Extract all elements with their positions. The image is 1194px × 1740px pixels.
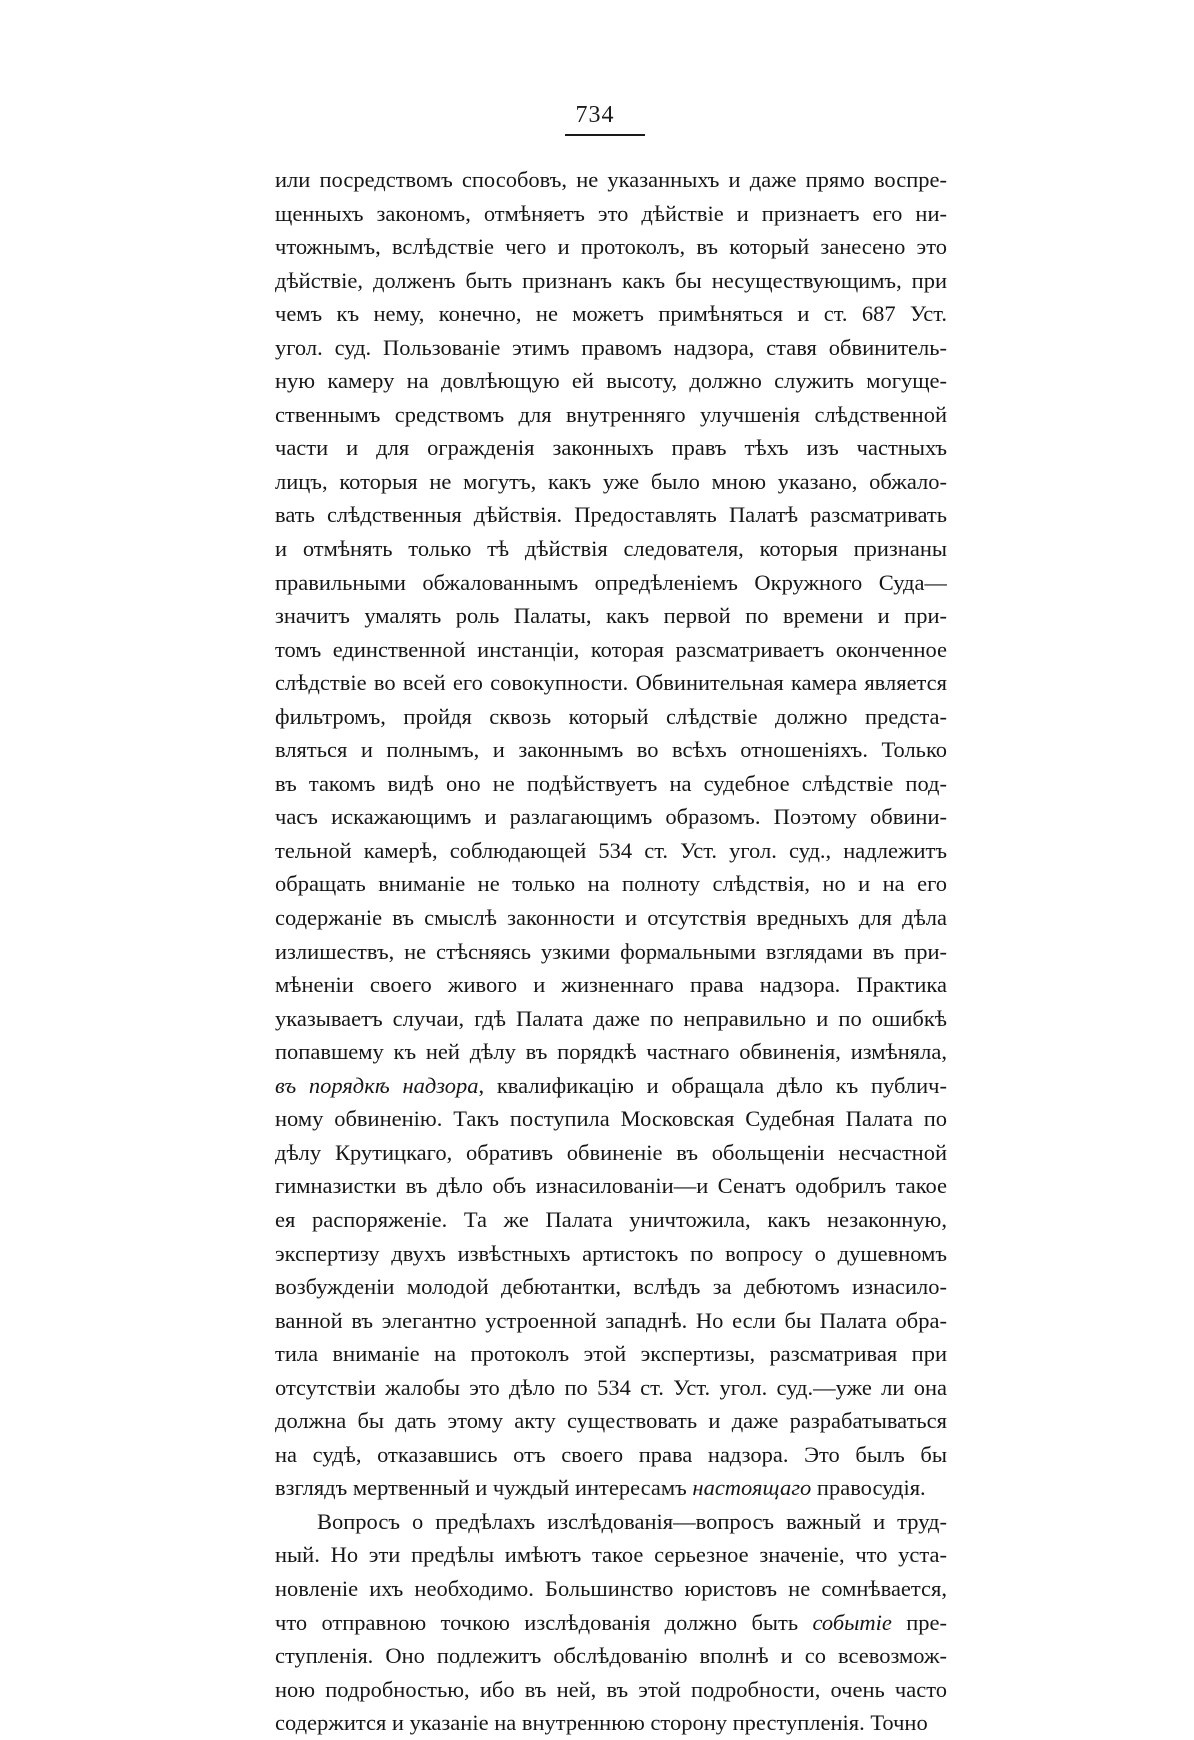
text-line: вляться и полнымъ, и законнымъ во всѣхъ отношеніяхъ. Только xyxy=(275,737,947,763)
text-line: чемъ къ нему, конечно, не можетъ примѣняться и ст. 687 Уст. xyxy=(275,301,947,327)
text-line: ея распоряженіе. Та же Палата уничтожила, какъ незаконную, xyxy=(275,1206,947,1232)
text-line: попавшему къ ней дѣлу въ порядкѣ частнаго обвиненія, измѣняла, xyxy=(275,1039,947,1065)
text-line: гимназистки въ дѣло объ изнасилованіи—и Сенатъ одобрилъ такое xyxy=(275,1173,947,1199)
text-line: вать слѣдственныя дѣйствія. Предоставлять Палатѣ разсматривать xyxy=(275,502,947,528)
text-line: угол. суд. Пользованіе этимъ правомъ надзора, ставя обвинитель- xyxy=(275,334,947,360)
text-line xyxy=(275,1606,947,1640)
text-line: часъ искажающимъ и разлагающимъ образомъ. Поэтому обвини- xyxy=(275,804,947,830)
italic-emphasis: событіе xyxy=(812,1609,892,1635)
text-line: тила вниманіе на протоколъ этой экспертизы, разсматривая при xyxy=(275,1341,947,1367)
text-line: ною подробностью, ибо въ ней, въ этой подробности, очень часто xyxy=(275,1676,947,1702)
text-line: на судѣ, отказавшись отъ своего права надзора. Это былъ бы xyxy=(275,1441,947,1467)
text-line: томъ единственной инстанціи, которая разсматриваетъ оконченное xyxy=(275,636,947,662)
text-line: ванной въ элегантно устроенной западнѣ. Но если бы Палата обра- xyxy=(275,1307,947,1333)
text-line xyxy=(275,1471,947,1505)
text-segment: пре- xyxy=(891,1609,947,1635)
text-line: ному обвиненію. Такъ поступила Московская Судебная Палата по xyxy=(275,1106,947,1132)
text-line: экспертизу двухъ извѣстныхъ артистокъ по вопросу о душевномъ xyxy=(275,1240,947,1266)
text-segment: взглядъ мертвенный и чуждый интересамъ xyxy=(275,1475,693,1501)
text-line: содержаніе въ смыслѣ законности и отсутствія вредныхъ для дѣла xyxy=(275,905,947,931)
text-segment: что отправною точкою изслѣдованія должно быть xyxy=(275,1609,813,1635)
text-line: возбужденіи молодой дебютантки, вслѣдъ за дебютомъ изнасило- xyxy=(275,1274,947,1300)
italic-emphasis: настоящаго xyxy=(692,1475,812,1501)
text-line: новленіе ихъ необходимо. Большинство юристовъ не сомнѣвается, xyxy=(275,1575,947,1601)
text-line: слѣдствіе во всей его совокупности. Обвинительная камера является xyxy=(275,670,947,696)
text-line: ный. Но эти предѣлы имѣютъ такое серьезное значеніе, что уста- xyxy=(275,1542,947,1568)
text-line: и отмѣнять только тѣ дѣйствія следователя, которыя признаны xyxy=(275,536,947,562)
text-line: ственнымъ средствомъ для внутренняго улучшенія слѣдственной xyxy=(275,401,947,427)
text-line: указываетъ случаи, гдѣ Палата даже по неправильно и по ошибкѣ xyxy=(275,1005,947,1031)
text-line: Вопросъ о предѣлахъ изслѣдованія—вопросъ важный и труд- xyxy=(317,1508,947,1534)
text-line: ную камеру на довлѣющую ей высоту, должно служить могуще- xyxy=(275,368,947,394)
text-line: излишествъ, не стѣсняясь узкими формальными взглядами въ при- xyxy=(275,938,947,964)
text-line: ступленія. Оно подлежитъ обслѣдованію вполнѣ и со всевозмож- xyxy=(275,1643,947,1669)
text-line: обращать вниманіе не только на полноту слѣдствія, но и на его xyxy=(275,871,947,897)
text-line: дѣйствіе, долженъ быть признанъ какъ бы несуществующимъ, при xyxy=(275,267,947,293)
page-number: 734 xyxy=(575,102,615,128)
text-line: щенныхъ закономъ, отмѣняетъ это дѣйствіе и признаетъ его ни- xyxy=(275,200,947,226)
italic-emphasis: въ порядкѣ надзора xyxy=(275,1072,479,1098)
text-segment: правосудія. xyxy=(811,1475,926,1501)
text-segment: , квалификацію и обращала дѣло къ публич- xyxy=(478,1072,947,1098)
text-line: фильтромъ, пройдя сквозь который слѣдствіе должно предста- xyxy=(275,703,947,729)
text-line xyxy=(275,1069,947,1103)
body-text xyxy=(275,163,947,1740)
text-line: отсутствіи жалобы это дѣло по 534 ст. Уст. угол. суд.—уже ли она xyxy=(275,1374,947,1400)
text-line: или посредствомъ способовъ, не указанныхъ и даже прямо воспре- xyxy=(275,167,947,192)
text-line: чтожнымъ, вслѣдствіе чего и протоколъ, въ который занесено это xyxy=(275,234,947,260)
text-line: части и для огражденія законныхъ правъ тѣхъ изъ частныхъ xyxy=(275,435,947,461)
text-line: содержится и указаніе на внутреннюю сторону преступленія. Точно xyxy=(275,1710,928,1736)
text-line: должна бы дать этому акту существовать и даже разрабатываться xyxy=(275,1408,947,1434)
text-line: правильными обжалованнымъ опредѣленіемъ Окружного Суда— xyxy=(275,569,947,595)
text-line: дѣлу Крутицкаго, обративъ обвиненіе въ обольщеніи несчастной xyxy=(275,1139,947,1165)
text-line: тельной камерѣ, соблюдающей 534 ст. Уст. угол. суд., надлежитъ xyxy=(275,837,947,863)
text-line: значитъ умалять роль Палаты, какъ первой по времени и при- xyxy=(275,603,947,629)
page-number-underline xyxy=(565,134,645,136)
text-line: мѣненіи своего живого и жизненнаго права надзора. Практика xyxy=(275,972,947,998)
text-line: лицъ, которыя не могутъ, какъ уже было мною указано, обжало- xyxy=(275,468,947,494)
text-line: въ такомъ видѣ оно не подѣйствуетъ на судебное слѣдствіе под- xyxy=(275,770,947,796)
